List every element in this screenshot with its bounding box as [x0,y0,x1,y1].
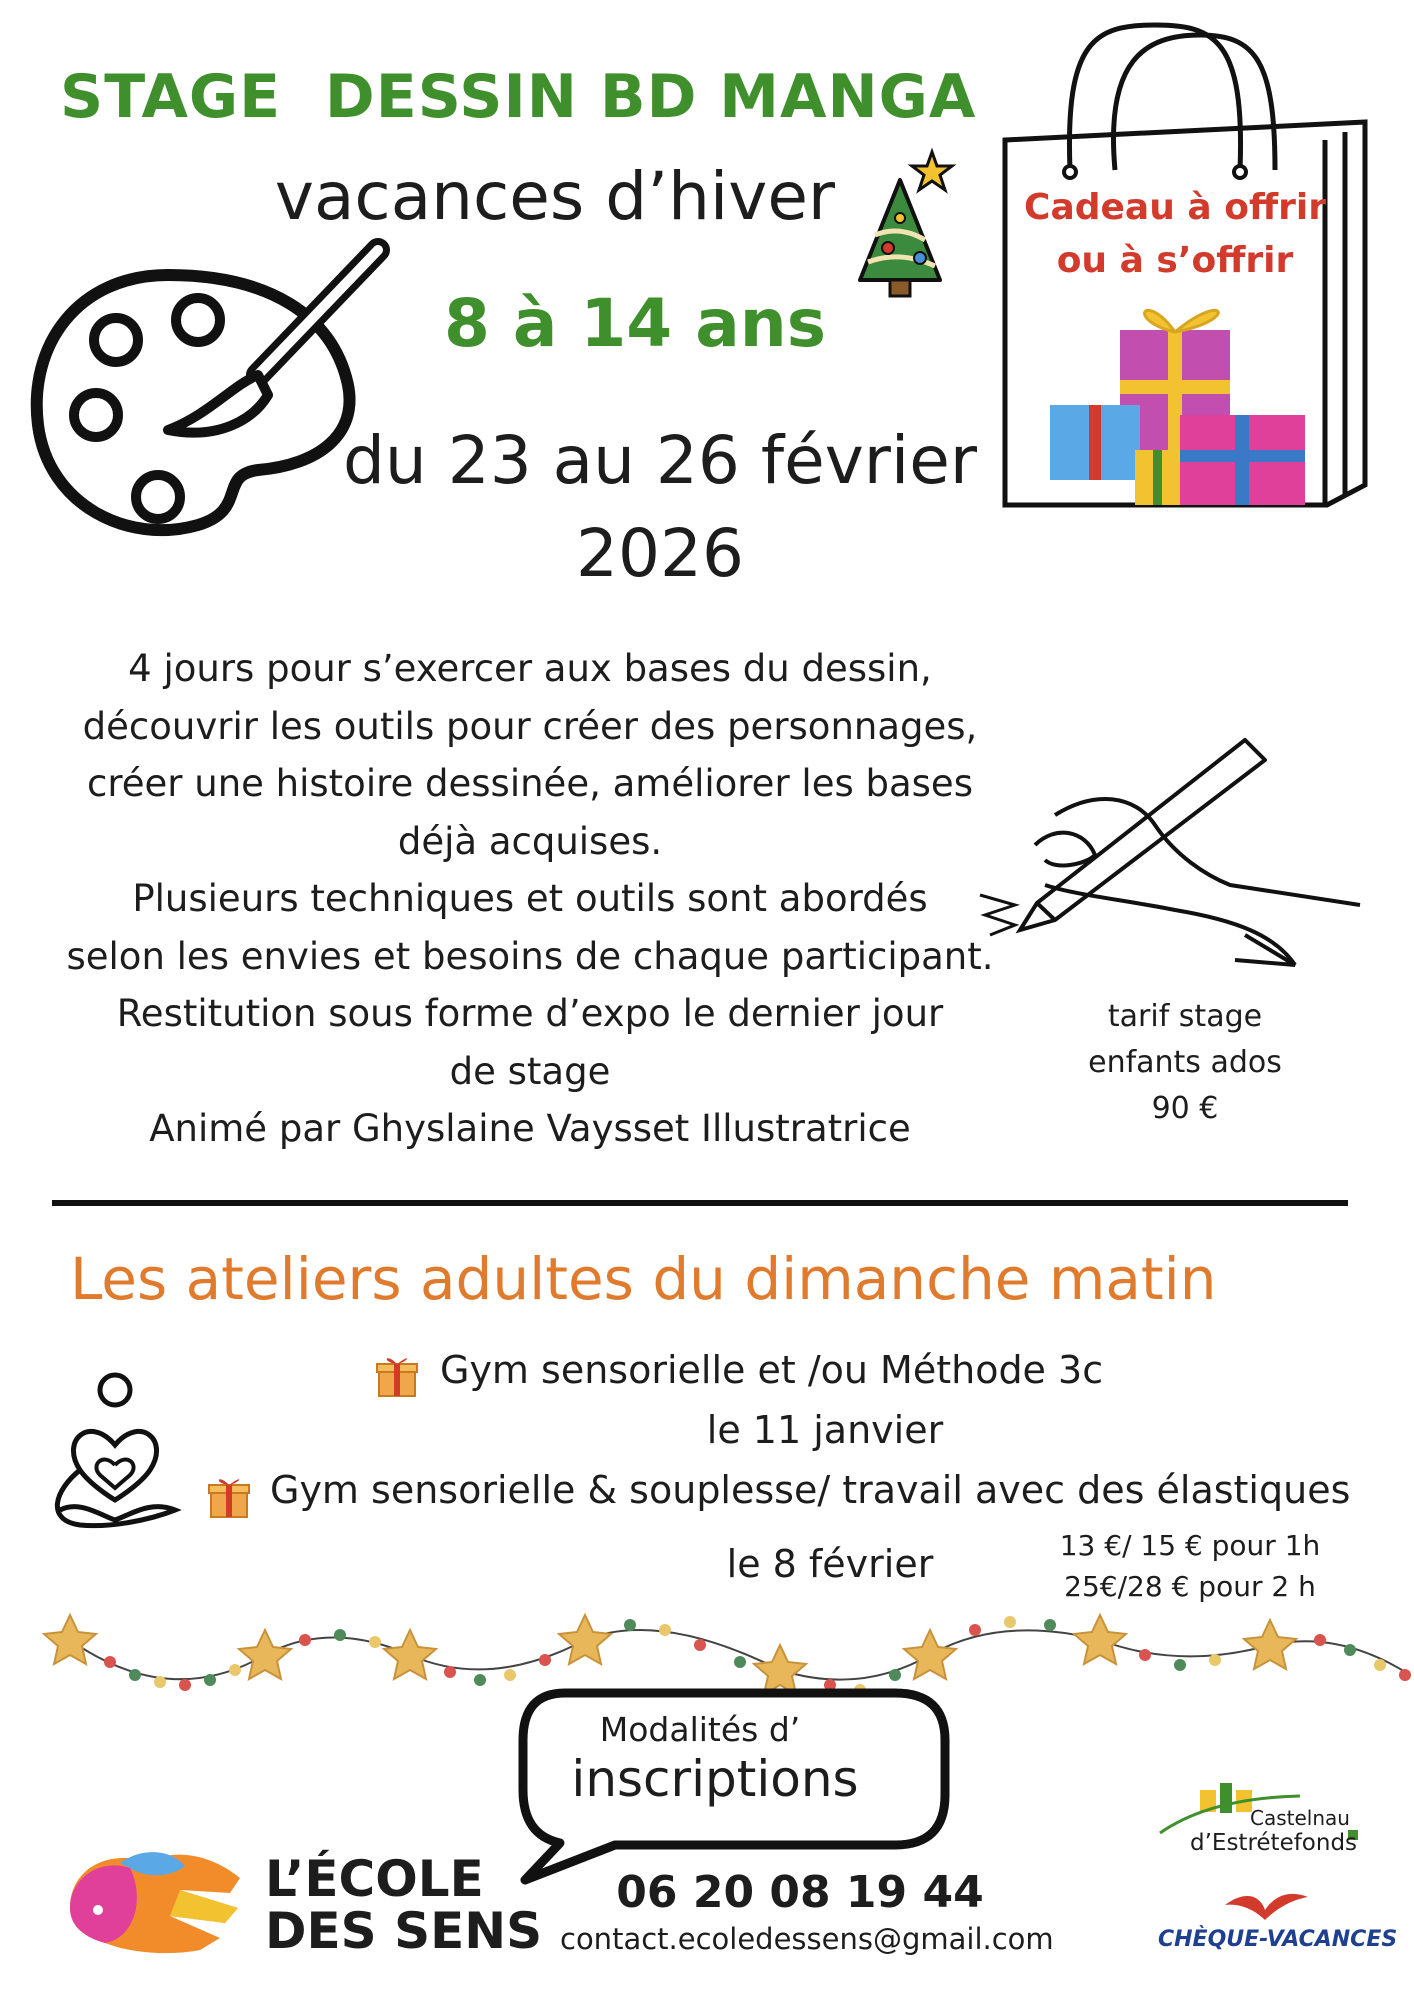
atelier-date-2: le 8 février [726,1542,934,1586]
description-line: déjà acquises. [397,819,663,863]
school-name-sens: SENS [394,1902,543,1960]
contact-email[interactable]: contact.ecoledessens@gmail.com [560,1922,1054,1956]
description-line: Restitution sous forme d’expo le dernier jour [116,992,944,1035]
stage-description [30,640,1030,1158]
section-divider [52,1200,1348,1206]
school-name-line1: L’ÉCOLE [265,1850,484,1908]
description-line: découvrir les outils pour créer des personnages, [82,704,978,748]
meditation-heart-icon [40,1370,190,1550]
ecole-des-sens-logo-icon [60,1838,250,1958]
inscriptions-label: Modalités d’ [599,1710,801,1749]
atelier-activity-2: Gym sensorielle & souplesse/ travail avec des élastiques [270,1468,1351,1512]
palette-icon [18,235,398,565]
stage-title: STAGE DESSIN BD MANGA [60,62,977,132]
tarif-audience: enfants ados [1088,1045,1282,1080]
drawing-hand-icon [975,735,1375,975]
tarif-label: tarif stage [1107,999,1263,1034]
contact-phone[interactable]: 06 20 08 19 44 [616,1867,984,1918]
cheque-vacances-bird-icon [1220,1885,1310,1925]
description-line: créer une histoire dessinée, améliorer les bases [87,762,973,805]
gift-icon [376,1352,418,1398]
gift-icon [208,1473,250,1519]
tarif-block [1040,994,1330,1132]
description-line: selon les envies et besoins de chaque participant. [66,934,994,978]
description-line: Plusieurs techniques et outils sont abordés [132,877,928,920]
gift-text-line2: ou à s’offrir [1056,240,1294,281]
atelier-price-2h: 25€/28 € pour 2 h [1064,1570,1316,1603]
castelnau-name-line1: Castelnau [1250,1806,1350,1830]
atelier-date-1: le 11 janvier [706,1408,944,1452]
tarif-price: 90 € [1151,1091,1219,1126]
stage-subtitle: vacances d’hiver [274,158,836,235]
ateliers-title: Les ateliers adultes du dimanche matin [70,1245,1217,1313]
atelier-price-1h: 13 €/ 15 € pour 1h [1059,1529,1321,1562]
description-line: 4 jours pour s’exercer aux bases du dessin, [128,647,932,690]
description-line: Animé par Ghyslaine Vaysset Illustratrice [149,1107,911,1150]
school-name-line2 [265,1904,542,1958]
stage-year: 2026 [576,515,744,592]
cheque-vacances-label: CHÈQUE-VACANCES [1158,1927,1398,1952]
inscriptions-title: inscriptions [571,1750,859,1808]
school-name-des: DES [265,1902,395,1960]
christmas-tree-icon [840,140,960,300]
gift-text-line1: Cadeau à offrir [1024,187,1326,228]
castelnau-name-line2: d’Estrétefonds [1190,1830,1358,1856]
atelier-price [1040,1525,1340,1607]
age-range: 8 à 14 ans [443,285,827,362]
description-line: de stage [449,1049,611,1093]
atelier-activity-1: Gym sensorielle et /ou Méthode 3c [440,1348,1104,1392]
stage-dates: du 23 au 26 février [343,422,977,499]
